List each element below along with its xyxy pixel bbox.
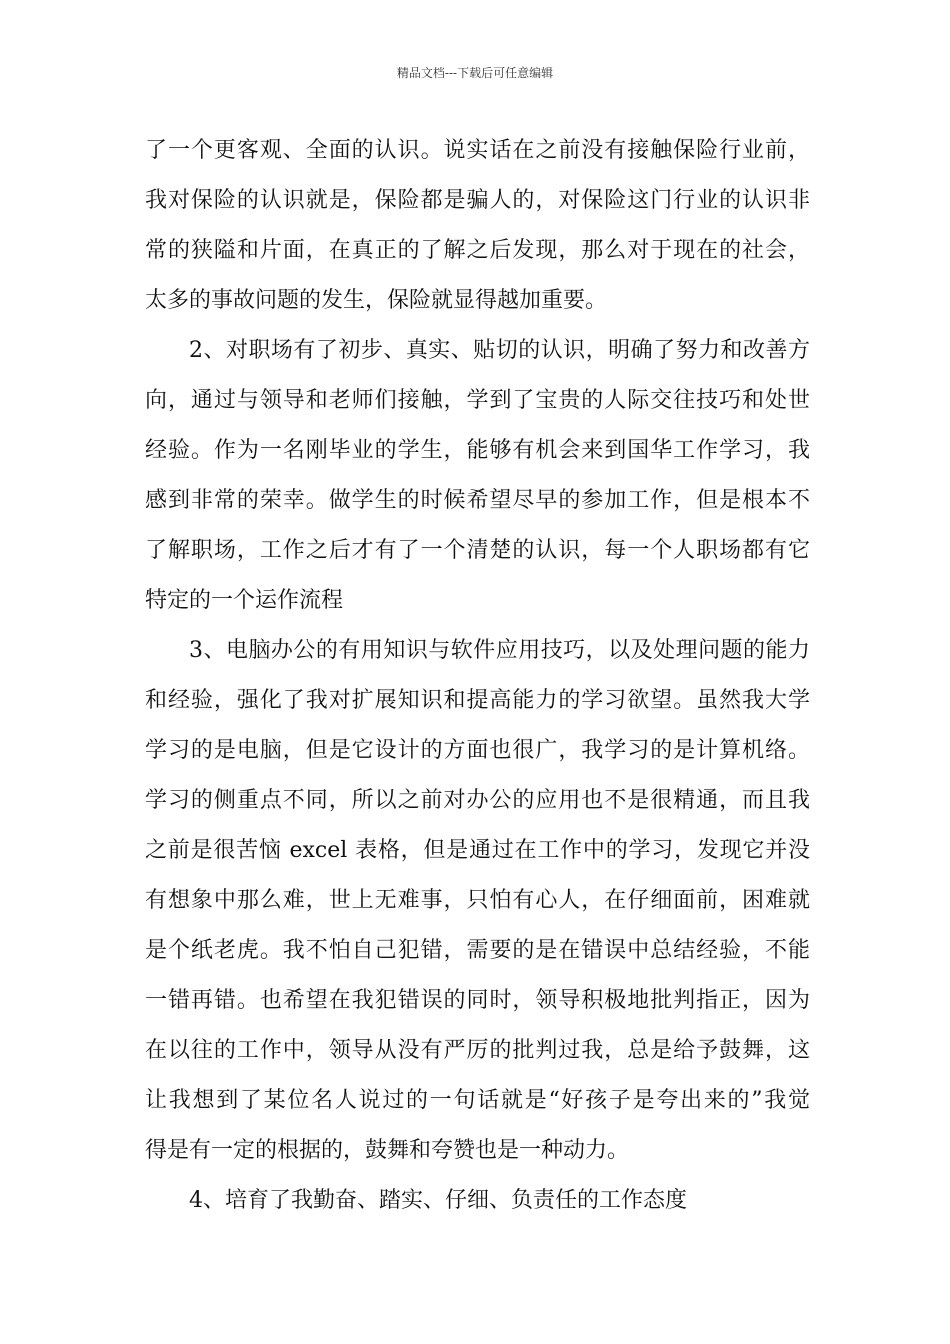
text-line: 常的狭隘和片面，在真正的了解之后发现，那么对于现在的社会，	[145, 238, 810, 263]
text-line: 2、对职场有了初步、真实、贴切的认识，明确了努力和改善方	[189, 338, 810, 363]
page-header: 精品文档---下载后可任意编辑	[396, 66, 554, 80]
text-line: 有想象中那么难，世上无难事，只怕有心人，在仔细面前，困难就	[145, 888, 810, 913]
paragraph-3	[145, 626, 810, 1176]
text-line: 学习的是电脑，但是它设计的方面也很广，我学习的是计算机络。	[145, 738, 810, 763]
text-line: 一错再错。也希望在我犯错误的同时，领导积极地批判指正，因为	[145, 988, 810, 1013]
paragraph-4	[145, 1176, 810, 1226]
text-line: 特定的一个运作流程	[145, 588, 344, 613]
text-line: 向，通过与领导和老师们接触，学到了宝贵的人际交往技巧和处世	[145, 388, 810, 413]
text-line: 在以往的工作中，领导从没有严厉的批判过我，总是给予鼓舞，这	[145, 1038, 810, 1063]
text-line: 得是有一定的根据的，鼓舞和夸赞也是一种动力。	[145, 1138, 630, 1163]
paragraph-1	[145, 126, 810, 326]
text-line: 和经验，强化了我对扩展知识和提高能力的学习欲望。虽然我大学	[145, 688, 810, 713]
document-body	[145, 126, 810, 1226]
text-line: 学习的侧重点不同，所以之前对办公的应用也不是很精通，而且我	[145, 788, 810, 813]
text-line: 之前是很苦恼 excel 表格，但是通过在工作中的学习，发现它并没	[145, 838, 810, 863]
text-line: 是个纸老虎。我不怕自己犯错，需要的是在错误中总结经验，不能	[145, 938, 810, 963]
text-line: 4、培育了我勤奋、踏实、仔细、负责任的工作态度	[189, 1188, 687, 1213]
text-line: 了解职场，工作之后才有了一个清楚的认识，每一个人职场都有它	[145, 538, 810, 563]
text-line: 我对保险的认识就是，保险都是骗人的，对保险这门行业的认识非	[145, 188, 810, 213]
text-line: 让我想到了某位名人说过的一句话就是“好孩子是夸出来的”我觉	[145, 1088, 810, 1113]
text-line: 太多的事故问题的发生，保险就显得越加重要。	[145, 288, 608, 313]
text-line: 经验。作为一名刚毕业的学生，能够有机会来到国华工作学习，我	[145, 438, 810, 463]
text-line: 感到非常的荣幸。做学生的时候希望尽早的参加工作，但是根本不	[145, 488, 810, 513]
paragraph-2	[145, 326, 810, 626]
text-line: 3、电脑办公的有用知识与软件应用技巧，以及处理问题的能力	[189, 638, 810, 663]
text-line: 了一个更客观、全面的认识。说实话在之前没有接触保险行业前，	[145, 138, 810, 163]
